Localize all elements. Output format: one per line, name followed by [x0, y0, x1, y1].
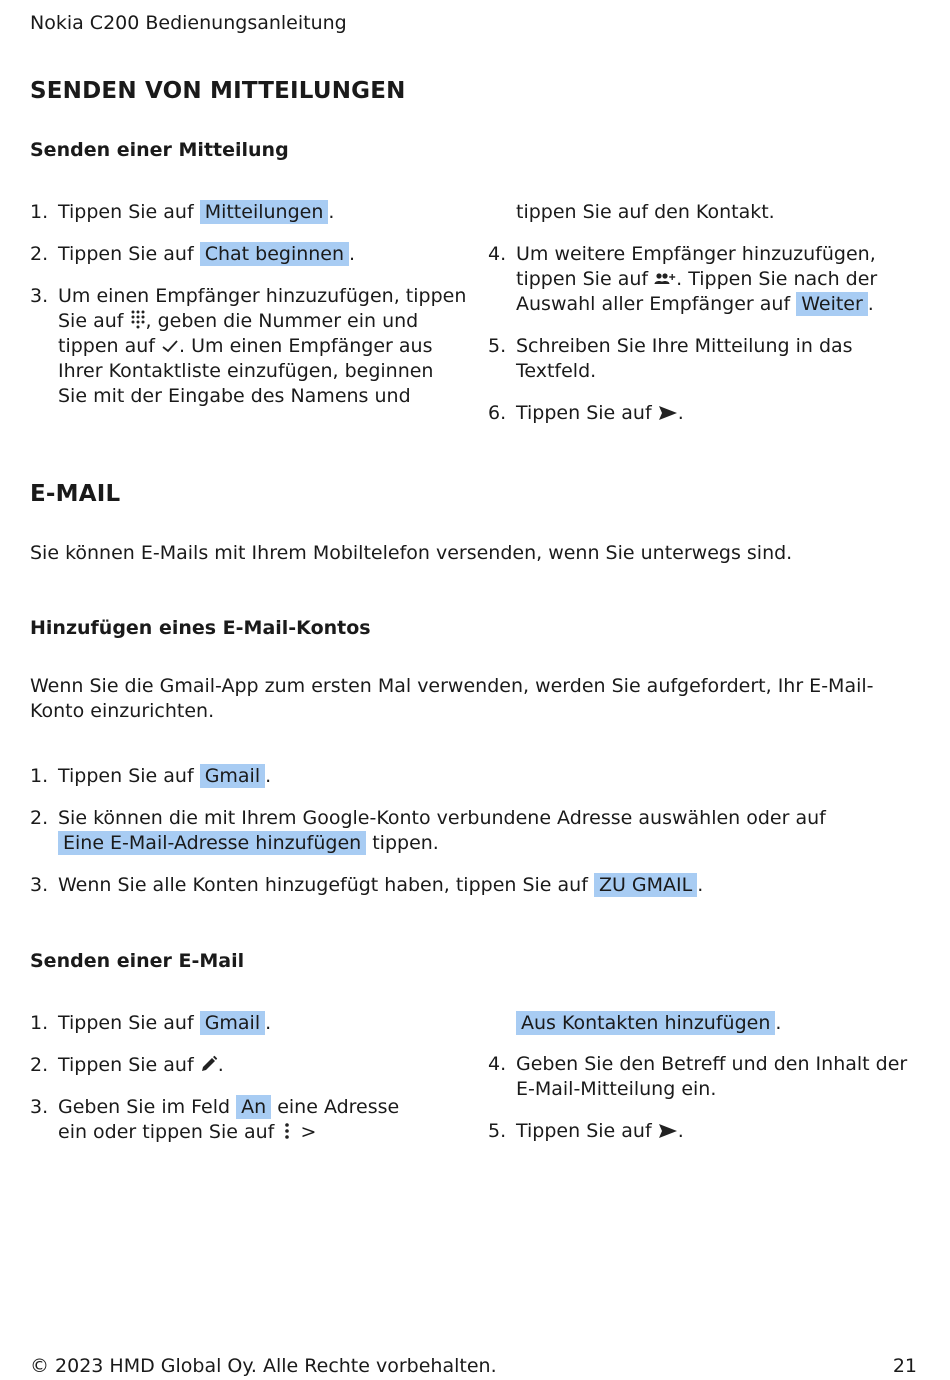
- section-heading-messages: SENDEN VON MITTEILUNGEN: [30, 78, 406, 104]
- list-item: 1. Tippen Sie auf Gmail .: [30, 1012, 272, 1034]
- dialpad-icon: [130, 309, 146, 329]
- list-item: 2. Tippen Sie auf .: [30, 1054, 224, 1076]
- message-steps-right: [488, 242, 928, 443]
- email-intro: Sie können E-Mails mit Ihrem Mobiltelefon versenden, wenn Sie unterwegs sind.: [30, 542, 793, 564]
- document-header: Nokia C200 Bedienungsanleitung: [30, 12, 347, 34]
- ui-label-chat-beginnen: Chat beginnen: [200, 242, 349, 266]
- add-account-steps: [30, 764, 920, 915]
- add-people-icon: [654, 271, 676, 287]
- list-item: 5. Schreiben Sie Ihre Mitteilung in das Textfeld.: [488, 335, 853, 382]
- step-3-continuation: Aus Kontakten hinzufügen .: [516, 1011, 781, 1036]
- list-item: 6. Tippen Sie auf .: [488, 402, 684, 424]
- section-heading-email: E-MAIL: [30, 481, 121, 507]
- subheading-add-account: Hinzufügen eines E-Mail-Kontos: [30, 617, 371, 639]
- list-item: 5. Tippen Sie auf .: [488, 1120, 684, 1142]
- list-item: 4. Geben Sie den Betreff und den Inhalt der E-Mail-Mitteilung ein.: [488, 1053, 908, 1100]
- ui-label-an: An: [236, 1095, 271, 1119]
- send-icon: [658, 405, 678, 421]
- send-email-steps-left: [30, 1011, 470, 1162]
- page-number: 21: [892, 1355, 917, 1377]
- ui-label-weiter: Weiter: [796, 292, 868, 316]
- list-item: 1. Tippen Sie auf Mitteilungen .: [30, 201, 335, 223]
- send-email-steps-right: [488, 1052, 928, 1161]
- ui-label-gmail: Gmail: [200, 1011, 265, 1035]
- ui-label-add-email-address: Eine E-Mail-Adresse hinzufügen: [58, 831, 366, 855]
- ui-label-mitteilungen: Mitteilungen: [200, 200, 329, 224]
- list-item: 3. Wenn Sie alle Konten hinzugefügt haben, tippen Sie auf ZU GMAIL .: [30, 874, 704, 896]
- list-item: 1. Tippen Sie auf Gmail .: [30, 765, 272, 787]
- pencil-icon: [200, 1055, 218, 1073]
- subheading-send-message: Senden einer Mitteilung: [30, 139, 289, 161]
- footer-copyright: © 2023 HMD Global Oy. Alle Rechte vorbehalten.: [30, 1355, 497, 1377]
- check-icon: [161, 338, 179, 354]
- ui-label-zu-gmail: ZU GMAIL: [594, 873, 697, 897]
- list-item: 4. Um weitere Empfänger hinzuzufügen, tippen Sie auf . Tippen Sie nach der Auswahl aller Empfänger auf Weiter .: [488, 243, 878, 315]
- add-account-intro: Wenn Sie die Gmail-App zum ersten Mal verwenden, werden Sie aufgefordert, Ihr E-Mail-Konto einzurichten.: [30, 675, 874, 722]
- send-icon: [658, 1123, 678, 1139]
- list-item: 3. Geben Sie im Feld An eine Adresse ein oder tippen Sie auf >: [30, 1096, 400, 1143]
- list-item: 2. Tippen Sie auf Chat beginnen .: [30, 243, 356, 265]
- step-3-continuation: tippen Sie auf den Kontakt.: [516, 201, 775, 223]
- subheading-send-email: Senden einer E-Mail: [30, 950, 245, 972]
- list-item: 3. Um einen Empfänger hinzuzufügen, tippen Sie auf , geben die Nummer ein und tippen auf . Um einen Empfänger aus Ihrer Kontaktliste einzufügen, beginnen Sie mit der Eingabe des Namens und: [30, 285, 467, 407]
- list-item: 2. Sie können die mit Ihrem Google-Konto verbundene Adresse auswählen oder auf Eine E-Mail-Adresse hinzufügen tippen.: [30, 807, 826, 854]
- ui-label-aus-kontakten: Aus Kontakten hinzufügen: [516, 1011, 775, 1035]
- more-vert-icon: [280, 1122, 294, 1140]
- ui-label-gmail: Gmail: [200, 764, 265, 788]
- message-steps-left: [30, 200, 470, 426]
